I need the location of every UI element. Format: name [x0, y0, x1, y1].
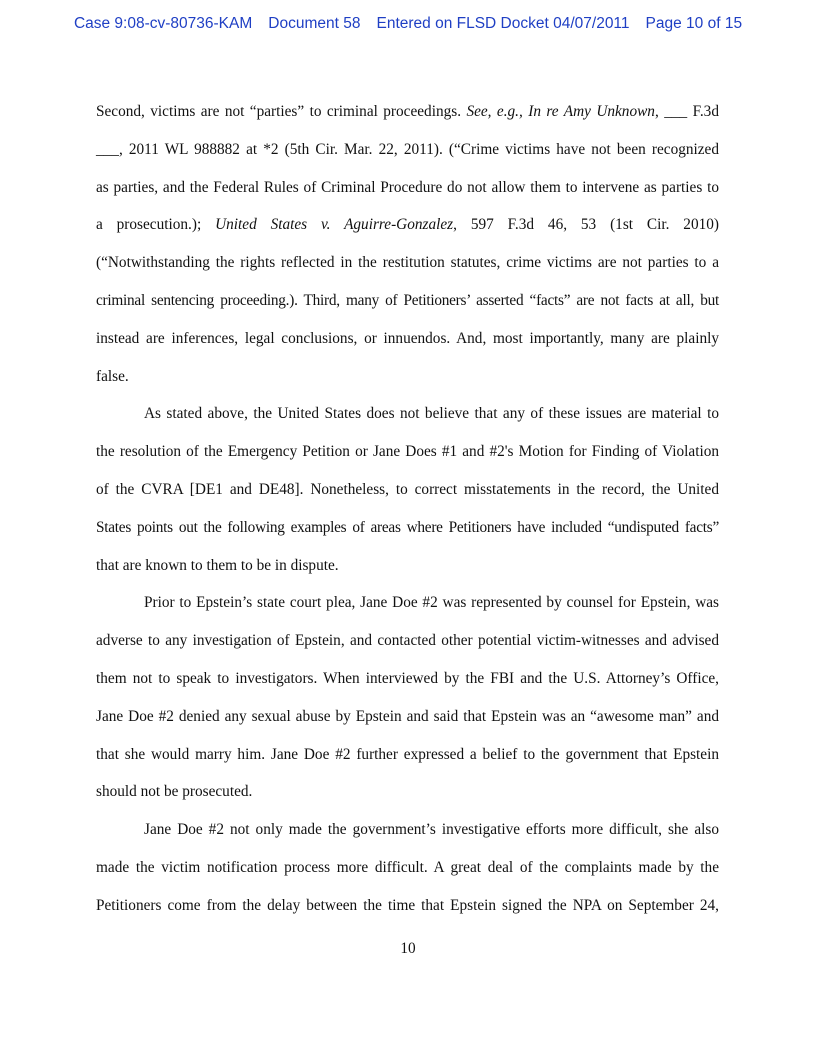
text-line: that she would marry him. Jane Doe #2 further expressed a belief to the government that Epstein — [96, 745, 719, 763]
page-number: 10 — [400, 940, 416, 957]
text-line: made the victim notification process more difficult. A great deal of the complaints made by the — [96, 858, 719, 876]
text-line: Prior to Epstein’s state court plea, Jane Doe #2 was represented by counsel for Epstein, was — [144, 594, 719, 612]
text-line: Second, victims are not “parties” to criminal proceedings. See, e.g., In re Amy Unknown, ___ F.3d — [96, 103, 719, 120]
text-line: ___, 2011 WL 988882 at *2 (5th Cir. Mar. 22, 2011). (“Crime victims have not been recognized — [96, 140, 719, 158]
body-text — [96, 93, 719, 925]
text-line: States points out the following examples of areas where Petitioners have included “undisputed facts” — [96, 518, 719, 536]
text-line: them not to speak to investigators. When interviewed by the FBI and the U.S. Attorney’s Office, — [96, 669, 719, 687]
text-line: adverse to any investigation of Epstein, and contacted other potential victim-witnesses and advised — [96, 632, 719, 650]
text-line: as parties, and the Federal Rules of Criminal Procedure do not allow them to intervene as parties to — [96, 178, 719, 196]
text-line: should not be prosecuted. — [96, 783, 253, 801]
text-line: Petitioners come from the delay between the time that Epstein signed the NPA on September 24, — [96, 896, 719, 914]
text-line: that are known to them to be in dispute. — [96, 556, 339, 574]
case-number: Case 9:08-cv-80736-KAM — [73, 15, 253, 32]
text-line: of the CVRA [DE1 and DE48]. Nonetheless, to correct misstatements in the record, the United — [96, 480, 719, 498]
page-of-total: Page 10 of 15 — [645, 15, 743, 32]
document-number: Document 58 — [268, 15, 361, 32]
text-line: false. — [96, 367, 129, 385]
text-line: Jane Doe #2 not only made the government’s investigative efforts more difficult, she also — [144, 821, 719, 839]
entered-date: Entered on FLSD Docket 04/07/2011 — [376, 15, 630, 32]
text-line: (“Notwithstanding the rights reflected in the restitution statutes, crime victims are not parties to a — [96, 254, 719, 272]
text-line: As stated above, the United States does not believe that any of these issues are material to — [144, 405, 719, 423]
text-line: a prosecution.); United States v. Aguirre-Gonzalez, 597 F.3d 46, 53 (1st Cir. 2010) — [96, 216, 719, 234]
text-line: the resolution of the Emergency Petition or Jane Does #1 and #2's Motion for Finding of Violation — [96, 443, 719, 461]
text-line: criminal sentencing proceeding.). Third, many of Petitioners’ asserted “facts” are not facts at all, but — [96, 291, 719, 309]
docket-header — [0, 15, 816, 33]
text-line: instead are inferences, legal conclusions, or innuendos. And, most importantly, many are plainly — [96, 329, 719, 347]
text-line: Jane Doe #2 denied any sexual abuse by Epstein and said that Epstein was an “awesome man” and — [96, 707, 719, 725]
